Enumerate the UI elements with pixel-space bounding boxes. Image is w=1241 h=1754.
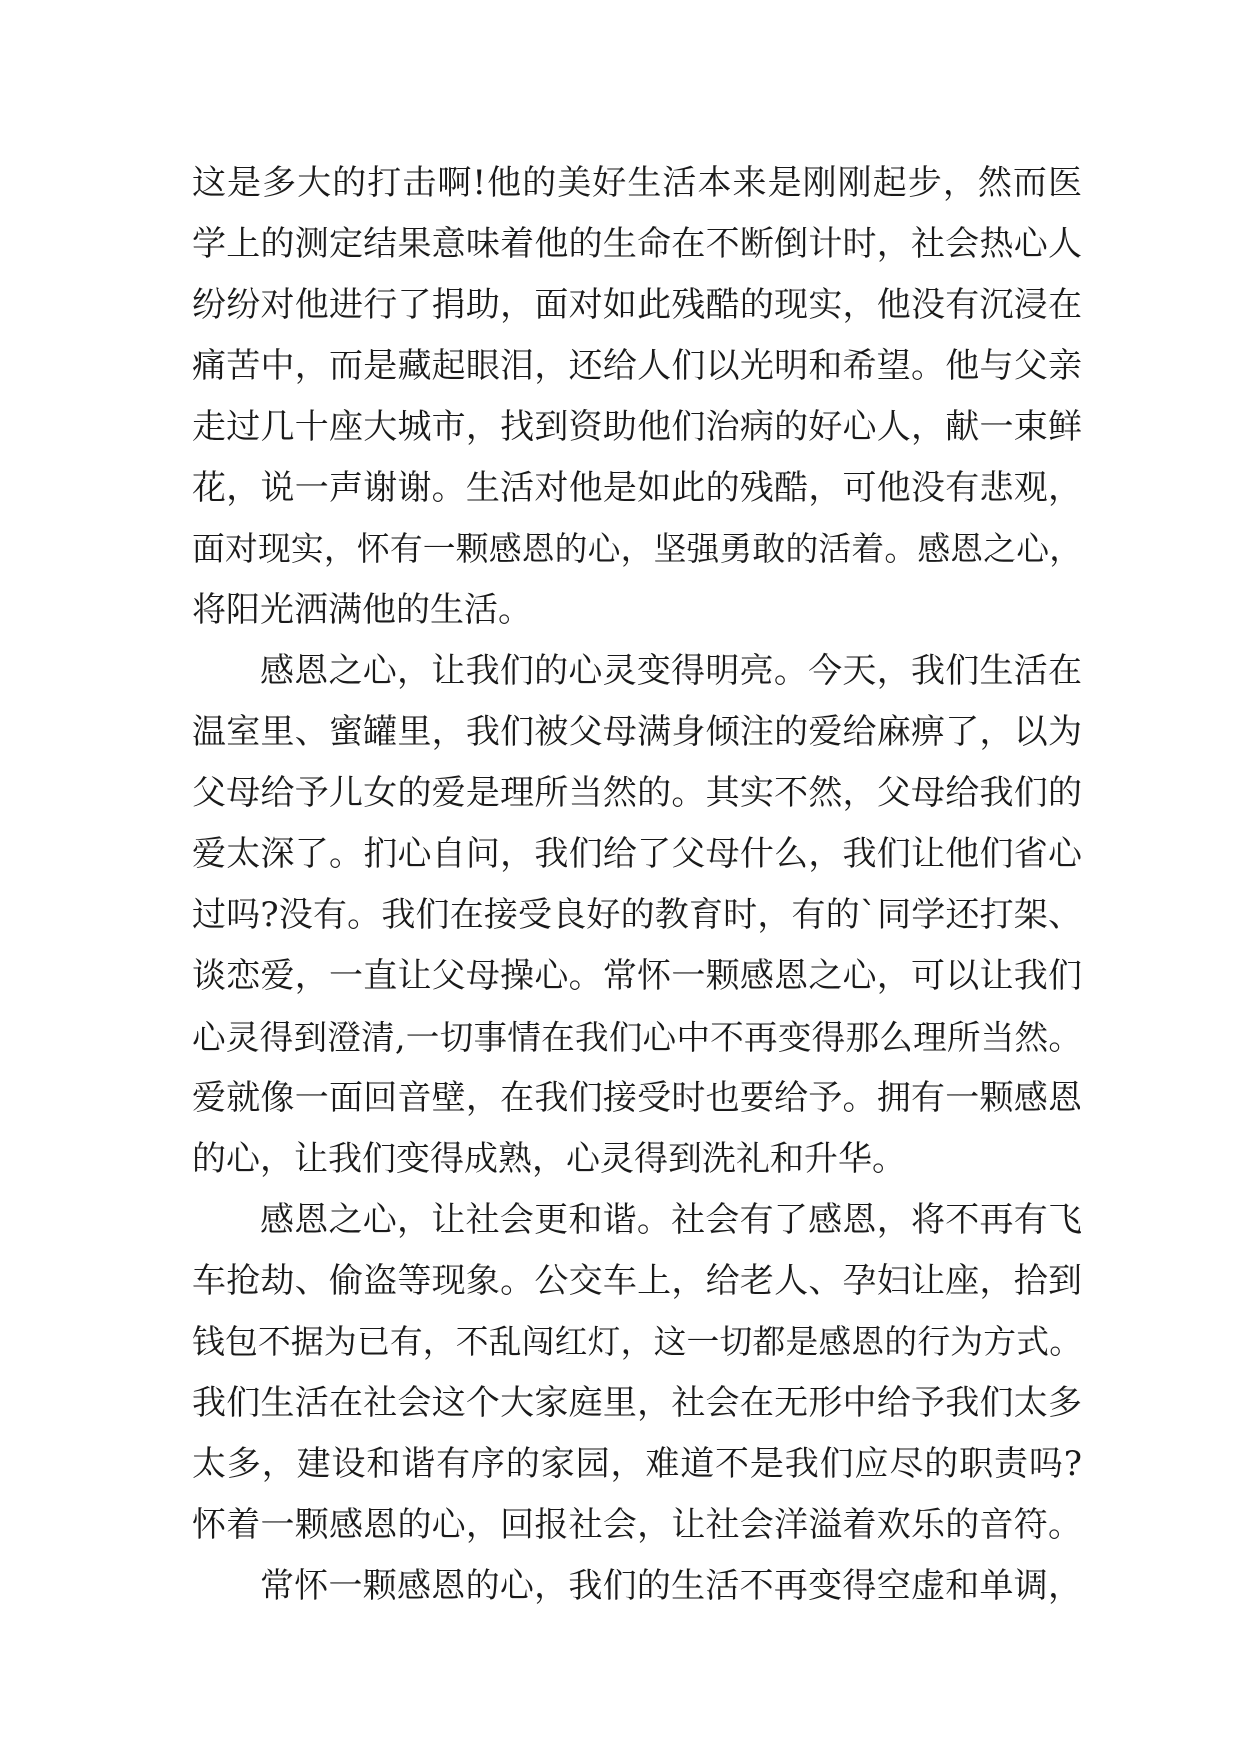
text-line: 我们生活在社会这个大家庭里，社会在无形中给予我们太多 <box>192 1383 1082 1423</box>
text-line: 谈恋爱，一直让父母操心。常怀一颗感恩之心，可以让我们 <box>192 956 1082 996</box>
text-line: 学上的测定结果意味着他的生命在不断倒计时，社会热心人 <box>192 224 1082 264</box>
text-line: 花，说一声谢谢。生活对他是如此的残酷，可他没有悲观， <box>192 468 1082 508</box>
text-line: 温室里、蜜罐里，我们被父母满身倾注的爱给麻痹了，以为 <box>192 712 1082 752</box>
text-line: 钱包不据为已有，不乱闯红灯，这一切都是感恩的行为方式。 <box>192 1323 1082 1361</box>
text-line: 走过几十座大城市，找到资助他们治病的好心人，献一束鲜 <box>192 407 1082 447</box>
text-line: 心灵得到澄清,一切事情在我们心中不再变得那么理所当然。 <box>192 1018 1082 1057</box>
document-body <box>192 153 1082 1617</box>
text-line: 感恩之心，让我们的心灵变得明亮。今天，我们生活在 <box>260 651 1082 691</box>
text-line: 车抢劫、偷盗等现象。公交车上，给老人、孕妇让座，拾到 <box>192 1261 1082 1301</box>
text-line: 爱就像一面回音壁，在我们接受时也要给予。拥有一颗感恩 <box>192 1078 1082 1118</box>
text-line: 父母给予儿女的爱是理所当然的。其实不然，父母给我们的 <box>192 773 1082 813</box>
text-line: 将阳光洒满他的生活。 <box>192 590 532 630</box>
text-line: 怀着一颗感恩的心，回报社会，让社会洋溢着欢乐的音符。 <box>192 1505 1082 1545</box>
text-line: 的心，让我们变得成熟，心灵得到洗礼和升华。 <box>192 1139 906 1179</box>
text-line: 常怀一颗感恩的心，我们的生活不再变得空虚和单调， <box>260 1566 1082 1606</box>
text-line: 面对现实，怀有一颗感恩的心，坚强勇敢的活着。感恩之心， <box>192 530 1082 568</box>
text-line: 感恩之心，让社会更和谐。社会有了感恩，将不再有飞 <box>260 1200 1082 1240</box>
text-line: 太多，建设和谐有序的家园，难道不是我们应尽的职责吗? <box>192 1444 1082 1484</box>
text-line: 纷纷对他进行了捐助，面对如此残酷的现实，他没有沉浸在 <box>192 285 1082 325</box>
text-line: 这是多大的打击啊!他的美好生活本来是刚刚起步，然而医 <box>192 163 1082 203</box>
text-line: 过吗?没有。我们在接受良好的教育时，有的`同学还打架、 <box>192 895 1082 935</box>
text-line: 痛苦中，而是藏起眼泪，还给人们以光明和希望。他与父亲 <box>192 346 1082 386</box>
text-line: 爱太深了。扪心自问，我们给了父母什么，我们让他们省心 <box>192 834 1082 874</box>
